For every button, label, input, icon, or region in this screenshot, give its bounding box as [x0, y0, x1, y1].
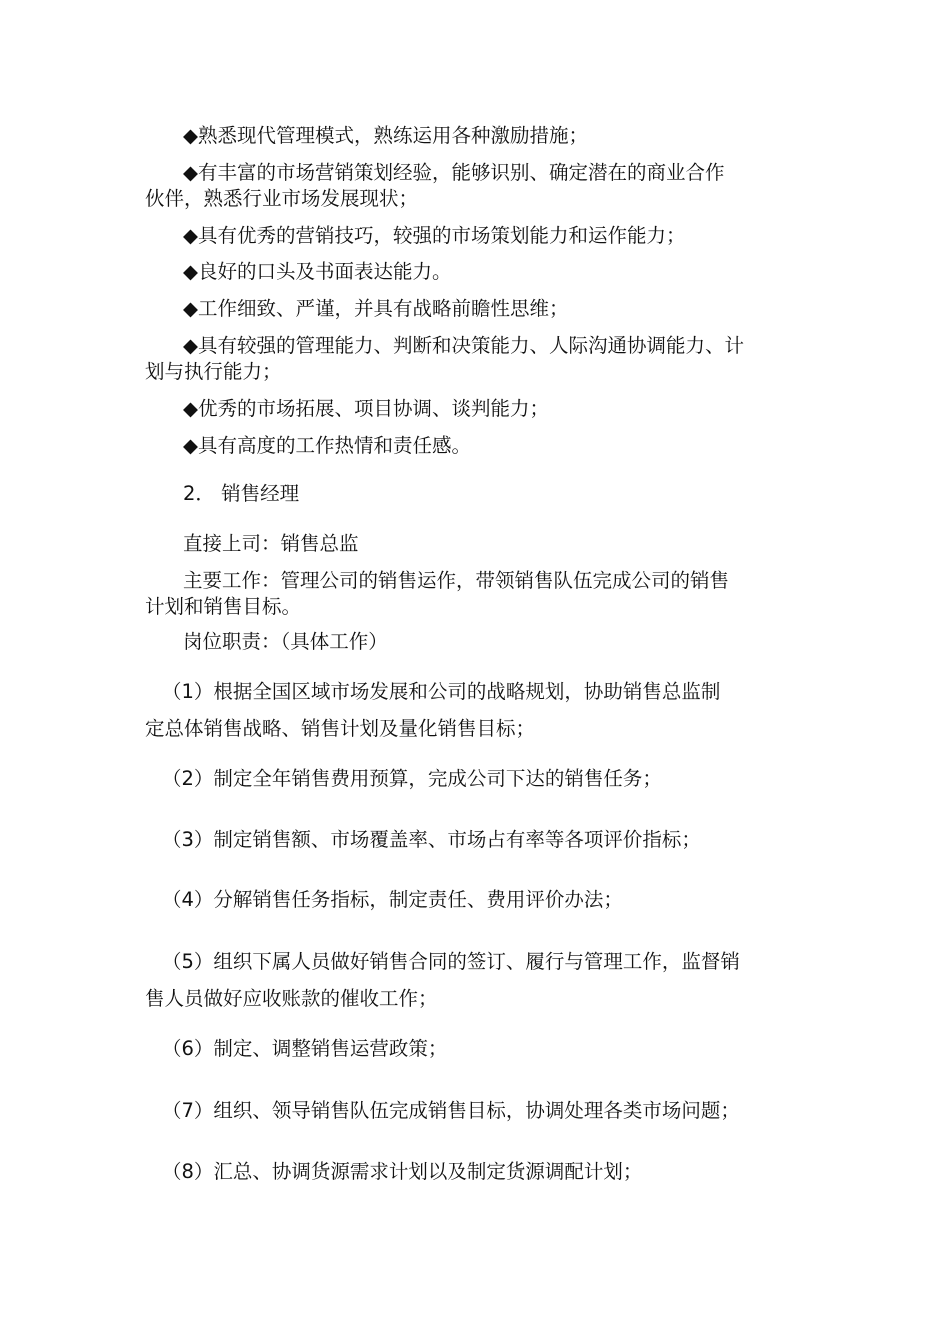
requirement-item: ◆具有较强的管理能力、判断和决策能力、人际沟通协调能力、计	[183, 334, 744, 357]
duties-label: 岗位职责：（具体工作）	[183, 630, 388, 653]
duty-item: （2）制定全年销售费用预算，完成公司下达的销售任务；	[162, 767, 662, 790]
duty-item: （7）组织、领导销售队伍完成销售目标，协调处理各类市场问题；	[162, 1099, 740, 1122]
requirement-item: ◆熟悉现代管理模式，熟练运用各种激励措施；	[183, 124, 588, 147]
main-work-line-continued: 计划和销售目标。	[145, 595, 302, 618]
duty-item: （6）制定、调整销售运营政策；	[162, 1037, 448, 1060]
supervisor-line: 直接上司：销售总监	[183, 532, 359, 555]
duty-item: （8）汇总、协调货源需求计划以及制定货源调配计划；	[162, 1160, 643, 1183]
requirement-item-continued: 划与执行能力；	[145, 360, 282, 383]
main-work-line: 主要工作：管理公司的销售运作，带领销售队伍完成公司的销售	[183, 569, 730, 592]
requirement-item: ◆具有优秀的营销技巧，较强的市场策划能力和运作能力；	[183, 224, 686, 247]
duty-item: （4）分解销售任务指标，制定责任、费用评价办法；	[162, 888, 623, 911]
requirement-item: ◆具有高度的工作热情和责任感。	[183, 434, 471, 457]
duty-item: （1）根据全国区域市场发展和公司的战略规划，协助销售总监制	[162, 680, 721, 703]
requirement-item: ◆有丰富的市场营销策划经验，能够识别、确定潜在的商业合作	[183, 161, 725, 184]
requirement-item-continued: 伙伴，熟悉行业市场发展现状；	[145, 187, 419, 210]
section-heading: 2． 销售经理	[183, 482, 300, 505]
duty-item-continued: 售人员做好应收账款的催收工作；	[145, 987, 438, 1010]
duty-item: （3）制定销售额、市场覆盖率、市场占有率等各项评价指标；	[162, 828, 701, 851]
duty-item: （5）组织下属人员做好销售合同的签订、履行与管理工作，监督销	[162, 950, 740, 973]
requirement-item: ◆工作细致、严谨，并具有战略前瞻性思维；	[183, 297, 569, 320]
requirement-item: ◆优秀的市场拓展、项目协调、谈判能力；	[183, 397, 549, 420]
requirement-item: ◆良好的口头及书面表达能力。	[183, 260, 452, 283]
duty-item-continued: 定总体销售战略、销售计划及量化销售目标；	[145, 717, 536, 740]
